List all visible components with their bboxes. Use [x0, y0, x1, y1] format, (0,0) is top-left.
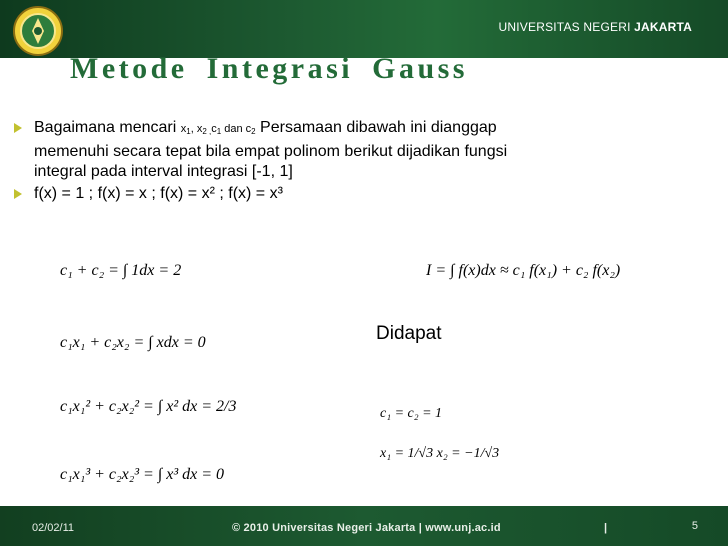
header-bar [0, 0, 728, 58]
footer-copyright: © 2010 Universitas Negeri Jakarta | www.unj.ac.id [232, 522, 501, 534]
bullet-icon [14, 189, 22, 199]
slide-content [12, 118, 532, 204]
bullet-item [12, 118, 532, 182]
equation-2: c₁x₁ + c₂x₂ = ∫ xdx = 0 [60, 334, 206, 351]
page-number: 5 [691, 520, 698, 532]
slide-title: Metode Integrasi Gauss [70, 52, 468, 85]
variables-inline: $x_1$, $x_{2 ,}c_1$ dan $c_2$ [180, 123, 256, 136]
result-x-values: x₁ = 1/√3 x₂ = −1/√3 [380, 446, 500, 461]
unj-seal-icon [8, 4, 72, 58]
didapat-label: Didapat [376, 323, 442, 344]
gauss-integral-equation: I = ∫ f(x)dx ≈ c₁ f(x₁) + c₂ f(x₂) [426, 262, 621, 279]
equation-4: c₁x₁³ + c₂x₂³ = ∫ x³ dx = 0 [60, 466, 225, 483]
equation-1: c₁ + c₂ = ∫ 1dx = 2 [60, 262, 182, 279]
footer-separator: | [604, 522, 608, 534]
footer-date: 02/02/11 [32, 522, 75, 534]
equation-3: c₁x₁² + c₂x₂² = ∫ x² dx = 2/3 [60, 398, 237, 415]
bullet-item [12, 184, 532, 204]
bullet-icon [14, 123, 22, 133]
bullet-text: Bagaimana mencari [34, 119, 181, 136]
footer-bar [0, 506, 728, 546]
result-c-values: c₁ = c₂ = 1 [380, 406, 443, 421]
university-name: UNIVERSITAS NEGERI JAKARTA [498, 20, 692, 34]
bullet-text-rest: Persamaan dibawah ini dianggap memenuhi secara tepat bila empat polinom berikut dijadikan fungsi integral pada interval integrasi [-1, 1] [34, 119, 508, 180]
bullet-text: f(x) = 1 ; f(x) = x ; f(x) = x² ; f(x) = x³ [34, 185, 283, 202]
